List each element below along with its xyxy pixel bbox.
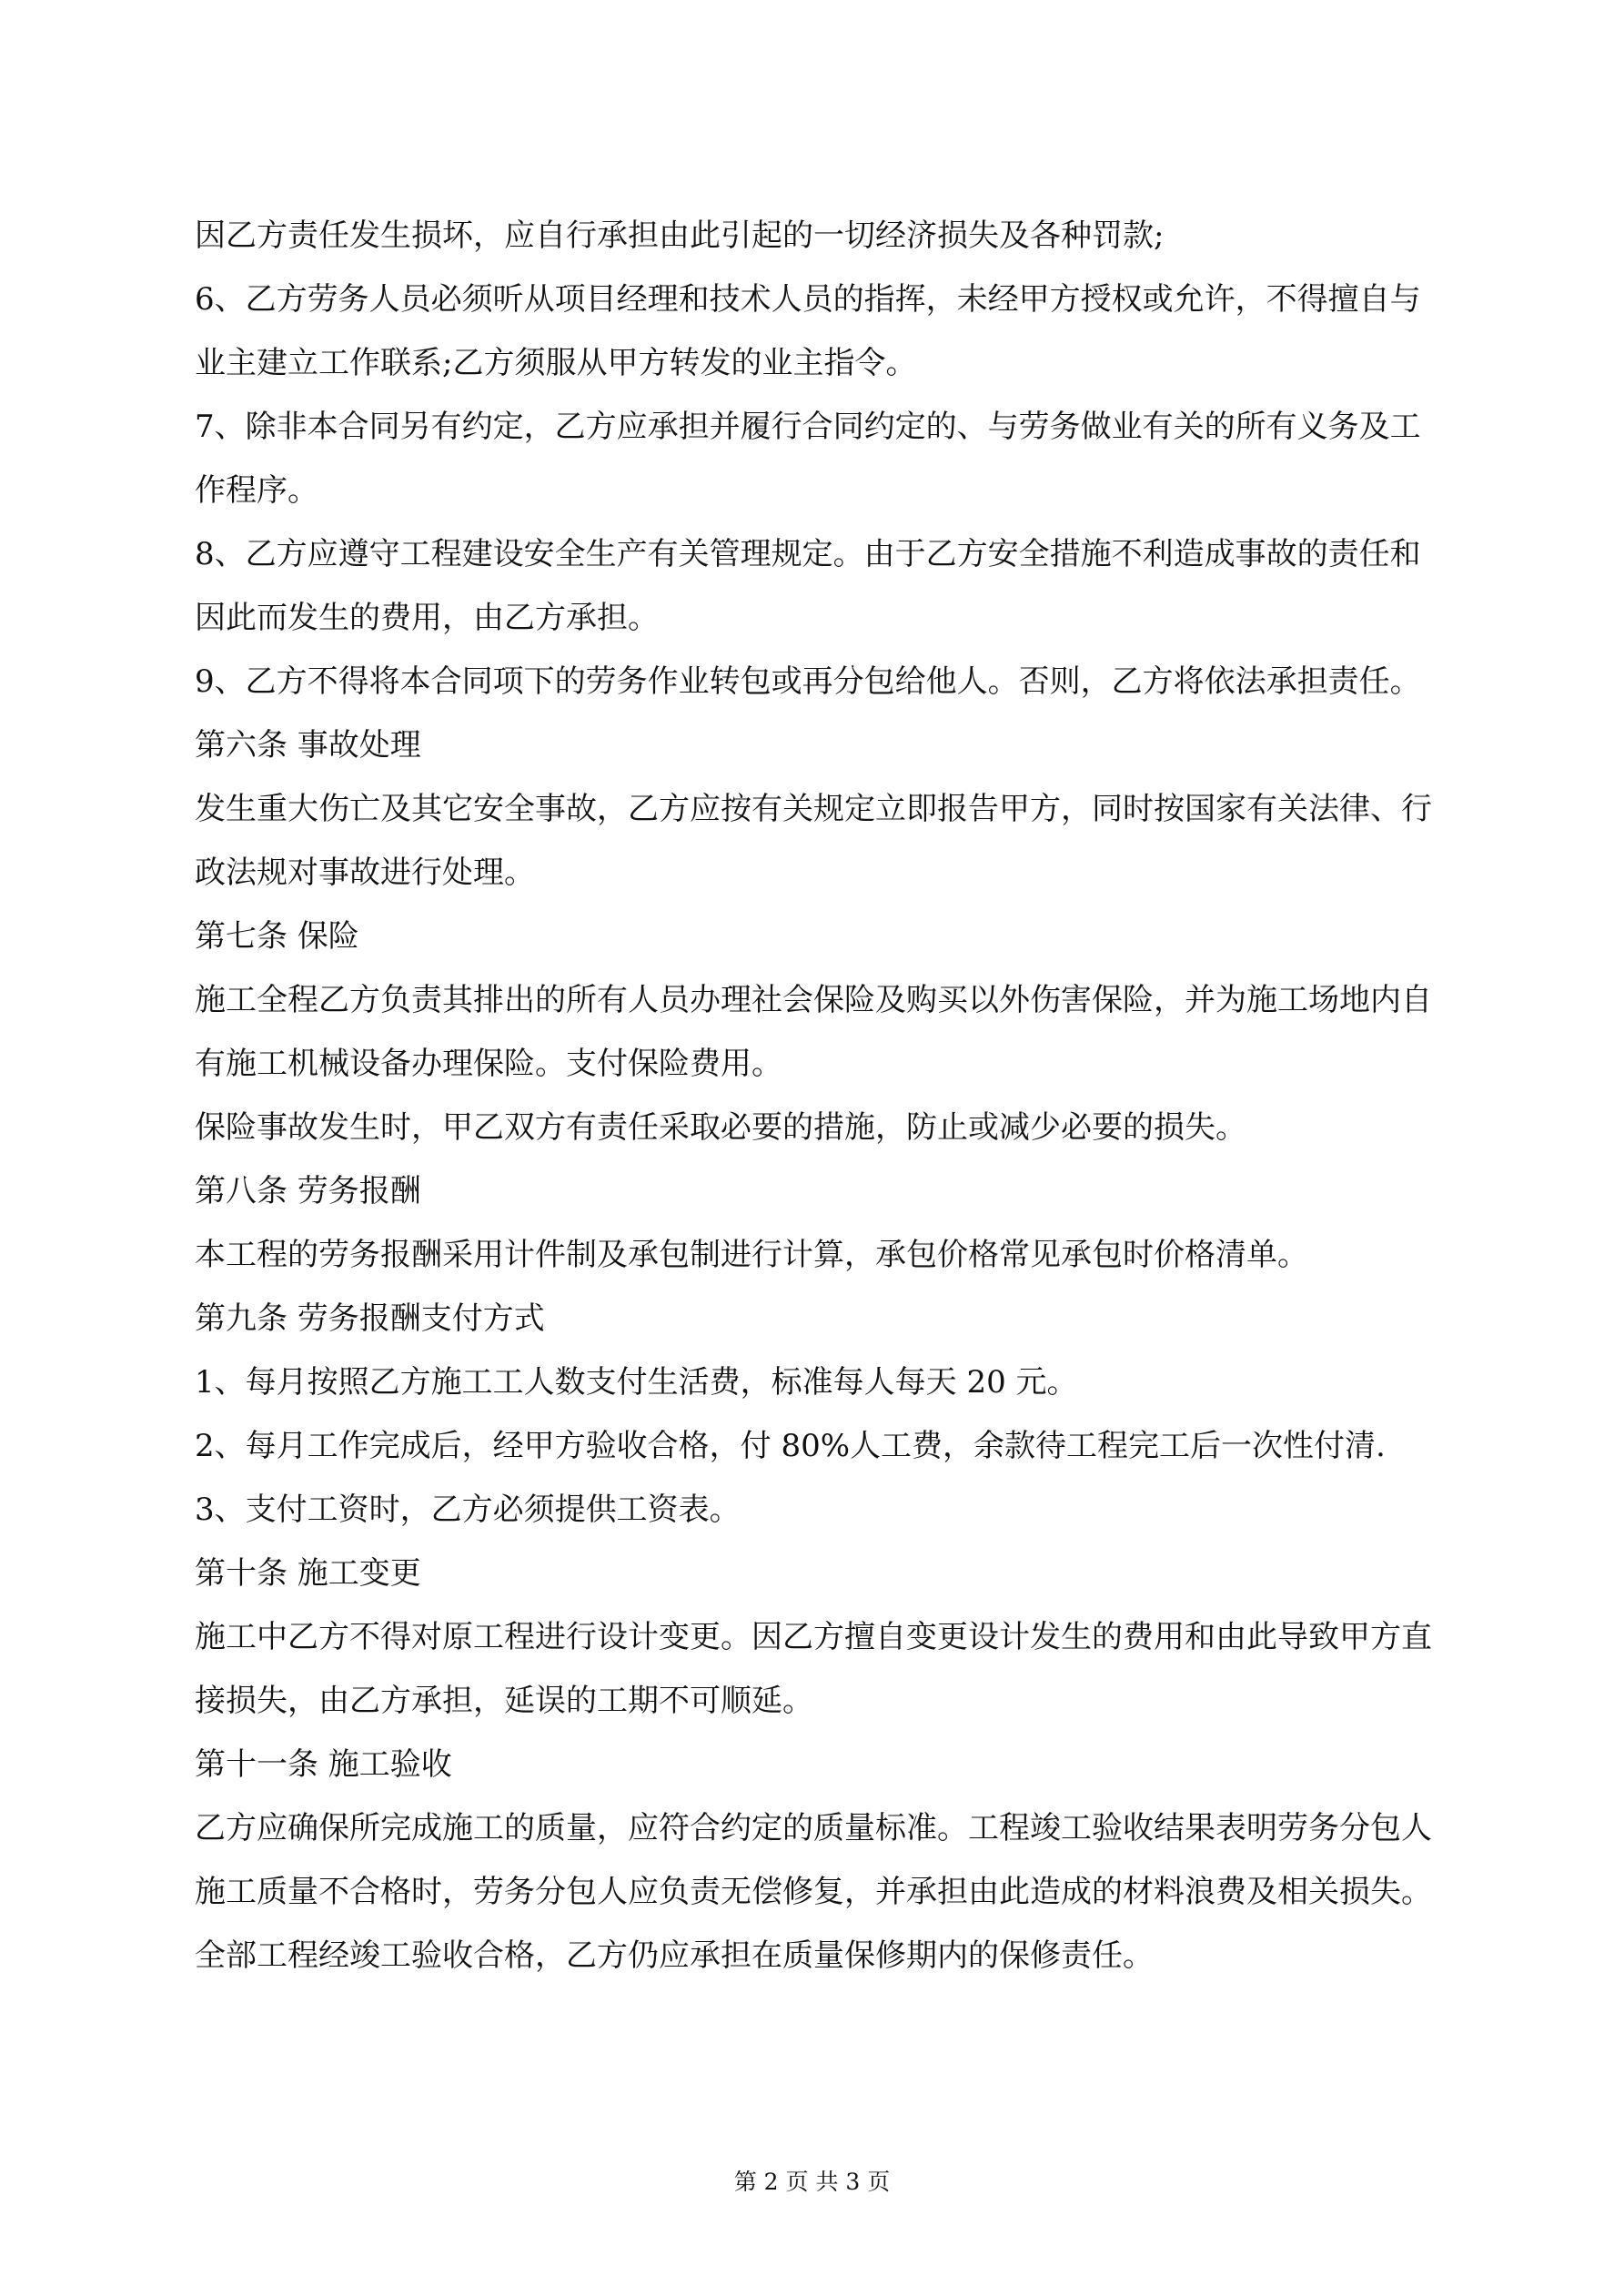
paragraph: 6、乙方劳务人员必须听从项目经理和技术人员的指挥，未经甲方授权或允许，不得擅自与业主建立工作联系;乙方须服从甲方转发的业主指令。 bbox=[195, 281, 1421, 381]
page-number: 第 2 页 共 3 页 bbox=[733, 2169, 891, 2195]
paragraph: 乙方应确保所完成施工的质量，应符合约定的质量标准。工程竣工验收结果表明劳务分包人施工质量不合格时，劳务分包人应负责无偿修复，并承担由此造成的材料浪费及相关损失。 bbox=[195, 1810, 1432, 1910]
section-heading: 第六条 事故处理 bbox=[195, 727, 421, 764]
section-heading: 第八条 劳务报酬 bbox=[195, 1173, 421, 1209]
paragraph: 施工全程乙方负责其排出的所有人员办理社会保险及购买以外伤害保险，并为施工场地内自有施工机械设备办理保险。支付保险费用。 bbox=[195, 982, 1432, 1082]
paragraph: 施工中乙方不得对原工程进行设计变更。因乙方擅自变更设计发生的费用和由此导致甲方直接损失，由乙方承担，延误的工期不可顺延。 bbox=[195, 1619, 1432, 1719]
paragraph: 9、乙方不得将本合同项下的劳务作业转包或再分包给他人。否则，乙方将依法承担责任。 bbox=[195, 663, 1421, 700]
document-body bbox=[195, 204, 1441, 1988]
paragraph: 本工程的劳务报酬采用计件制及承包制进行计算，承包价格常见承包时价格清单。 bbox=[195, 1237, 1308, 1273]
paragraph: 8、乙方应遵守工程建设安全生产有关管理规定。由于乙方安全措施不利造成事故的责任和因此而发生的费用，由乙方承担。 bbox=[195, 536, 1421, 636]
paragraph: 全部工程经竣工验收合格，乙方仍应承担在质量保修期内的保修责任。 bbox=[195, 1937, 1154, 1974]
paragraph: 因乙方责任发生损坏，应自行承担由此引起的一切经济损失及各种罚款; bbox=[195, 217, 1165, 254]
paragraph: 3、支付工资时，乙方必须提供工资表。 bbox=[195, 1492, 741, 1528]
section-heading: 第十条 施工变更 bbox=[195, 1555, 421, 1592]
paragraph: 2、每月工作完成后，经甲方验收合格，付 80%人工费，余款待工程完工后一次性付清. bbox=[195, 1428, 1386, 1464]
paragraph: 1、每月按照乙方施工工人数支付生活费，标准每人每天 20 元。 bbox=[195, 1364, 1078, 1401]
section-heading: 第九条 劳务报酬支付方式 bbox=[195, 1300, 545, 1337]
section-heading: 第十一条 施工验收 bbox=[195, 1746, 452, 1783]
section-heading: 第七条 保险 bbox=[195, 918, 359, 955]
page-footer bbox=[0, 2164, 1624, 2200]
paragraph: 7、除非本合同另有约定，乙方应承担并履行合同约定的、与劳务做业有关的所有义务及工作程序。 bbox=[195, 409, 1421, 509]
paragraph: 发生重大伤亡及其它安全事故，乙方应按有关规定立即报告甲方，同时按国家有关法律、行政法规对事故进行处理。 bbox=[195, 791, 1432, 891]
paragraph: 保险事故发生时，甲乙双方有责任采取必要的措施，防止或减少必要的损失。 bbox=[195, 1109, 1246, 1146]
